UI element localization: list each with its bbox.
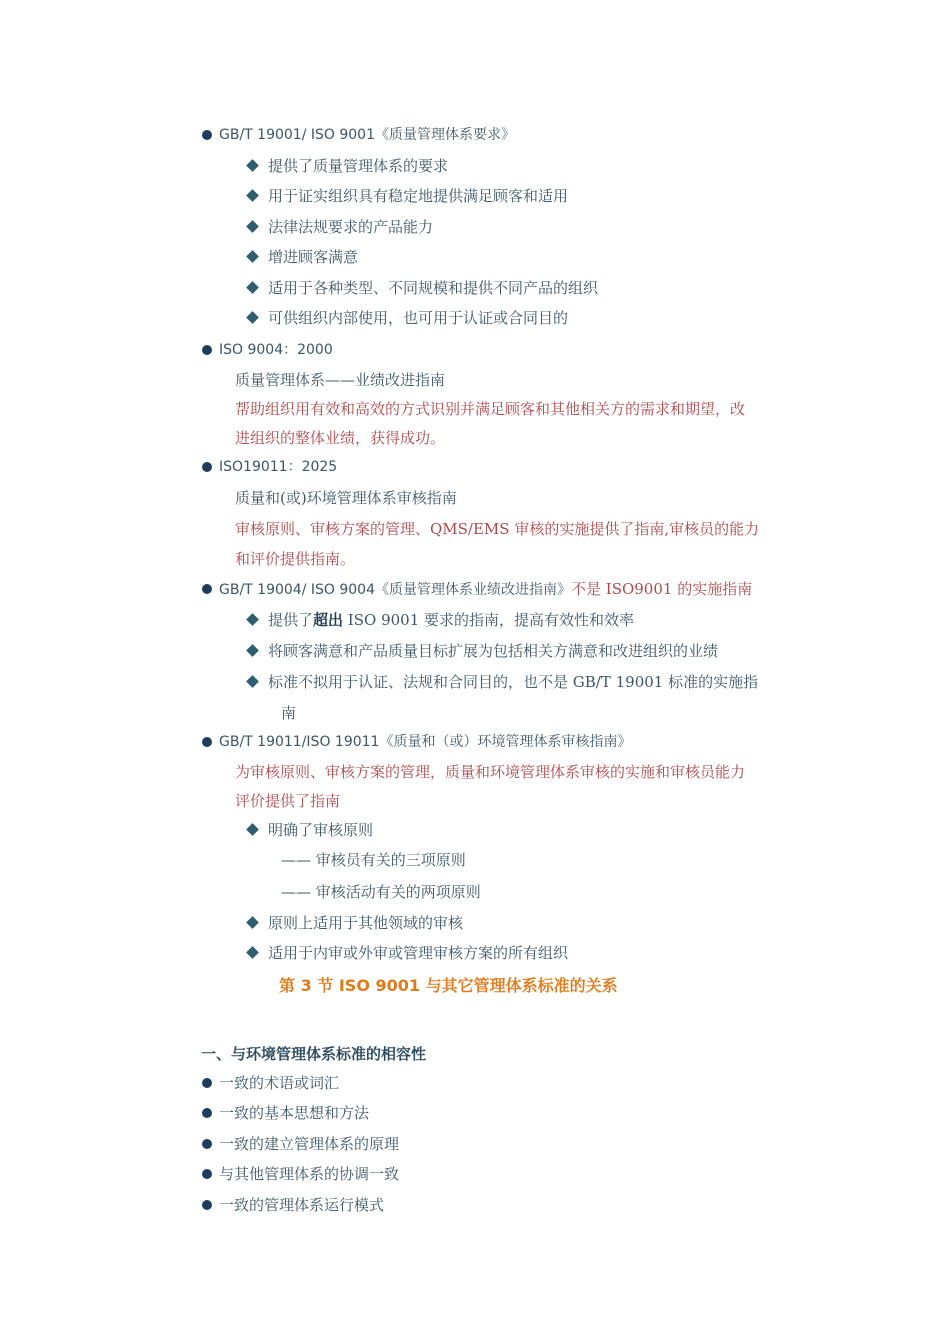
gbt19004-title [219, 579, 752, 600]
compat-point-3: 一致的建立管理体系的原理 [219, 1135, 400, 1153]
diamond-bullet-icon [246, 823, 260, 837]
compat-point-5: 一致的管理体系运行模式 [219, 1196, 385, 1214]
iso9004-title: ISO 9004：2000 [219, 342, 333, 358]
iso19011-subtitle: 质量和(或)环境管理体系审核指南 [235, 489, 457, 507]
iso9004-subtitle: 质量管理体系——业绩改进指南 [235, 371, 446, 389]
gbt19011-point-3: 适用于内审或外审或管理审核方案的所有组织 [268, 944, 569, 962]
diamond-bullet-icon [246, 613, 260, 627]
gbt19011-desc-line-1: 为审核原则、审核方案的管理，质量和环境管理体系审核的实施和审核员能力 [235, 763, 746, 781]
compat-point-1: 一致的术语或词汇 [219, 1074, 340, 1092]
section-subheading: 一、与环境管理体系标准的相容性 [201, 1045, 427, 1063]
diamond-bullet-icon [246, 311, 260, 325]
compat-point-4: 与其他管理体系的协调一致 [219, 1165, 400, 1183]
iso9004-desc-line-1: 帮助组织用有效和高效的方式识别并满足顾客和其他相关方的需求和期望，改 [235, 400, 746, 418]
bullet-dot-icon [202, 462, 212, 472]
gbt19011-title: GB/T 19011/ISO 19011《质量和（或）环境管理体系审核指南》 [219, 734, 632, 750]
iso19011-desc-line-2: 和评价提供指南。 [235, 550, 356, 568]
gbt19004-point-3-line-1: 标准不拟用于认证、法规和合同目的，也不是 GB/T 19001 标准的实施指 [268, 673, 759, 691]
gbt19004-title-note: 不是 ISO9001 的实施指南 [571, 580, 753, 598]
diamond-bullet-icon [246, 220, 260, 234]
gbt19001-point-1: 提供了质量管理体系的要求 [268, 157, 449, 175]
diamond-bullet-icon [246, 644, 260, 658]
gbt19001-point-5: 适用于各种类型、不同规模和提供不同产品的组织 [268, 279, 599, 297]
gbt19001-point-2: 用于证实组织具有稳定地提供满足顾客和适用 [268, 187, 569, 205]
gbt19004-title-main: GB/T 19004/ ISO 9004《质量管理体系业绩改进指南》 [219, 582, 571, 598]
compat-point-2: 一致的基本思想和方法 [219, 1104, 370, 1122]
diamond-bullet-icon [246, 946, 260, 960]
gbt19011-subpoint-2: —— 审核活动有关的两项原则 [281, 883, 481, 901]
bullet-dot-icon [202, 345, 212, 355]
gbt19011-point-1: 明确了审核原则 [268, 821, 374, 839]
bullet-dot-icon [202, 1108, 212, 1118]
gbt19004-point-1 [268, 610, 634, 630]
bullet-dot-icon [202, 584, 212, 594]
iso19011-desc-line-1: 审核原则、审核方案的管理、QMS/EMS 审核的实施提供了指南,审核员的能力 [235, 520, 760, 538]
bullet-dot-icon [202, 1078, 212, 1088]
gbt19011-point-2: 原则上适用于其他领域的审核 [268, 914, 464, 932]
gbt19011-desc-line-2: 评价提供了指南 [235, 792, 341, 810]
gbt19004-point-1-c: ISO 9001 要求的指南，提高有效性和效率 [343, 611, 635, 629]
iso19011-title: ISO19011：2025 [219, 459, 338, 475]
gbt19004-point-1-bold: 超出 [313, 611, 344, 629]
gbt19004-point-1-a: 提供了 [268, 611, 314, 629]
bullet-dot-icon [202, 737, 212, 747]
gbt19001-point-4: 增进顾客满意 [268, 248, 359, 266]
diamond-bullet-icon [246, 675, 260, 689]
diamond-bullet-icon [246, 250, 260, 264]
bullet-dot-icon [202, 1169, 212, 1179]
gbt19004-point-2: 将顾客满意和产品质量目标扩展为包括相关方满意和改进组织的业绩 [268, 642, 719, 660]
gbt19001-point-6: 可供组织内部使用，也可用于认证或合同目的 [268, 309, 569, 327]
section-heading: 第 3 节 ISO 9001 与其它管理体系标准的关系 [279, 976, 618, 995]
iso9004-desc-line-2: 进组织的整体业绩，获得成功。 [235, 429, 446, 447]
gbt19004-point-3-line-2: 南 [281, 704, 297, 722]
diamond-bullet-icon [246, 189, 260, 203]
diamond-bullet-icon [246, 916, 260, 930]
bullet-dot-icon [202, 1200, 212, 1210]
diamond-bullet-icon [246, 281, 260, 295]
bullet-dot-icon [202, 1139, 212, 1149]
gbt19011-subpoint-1: —— 审核员有关的三项原则 [281, 851, 466, 869]
gbt19001-title: GB/T 19001/ ISO 9001《质量管理体系要求》 [219, 127, 515, 143]
bullet-dot-icon [202, 130, 212, 140]
gbt19001-point-3: 法律法规要求的产品能力 [268, 218, 434, 236]
diamond-bullet-icon [246, 159, 260, 173]
